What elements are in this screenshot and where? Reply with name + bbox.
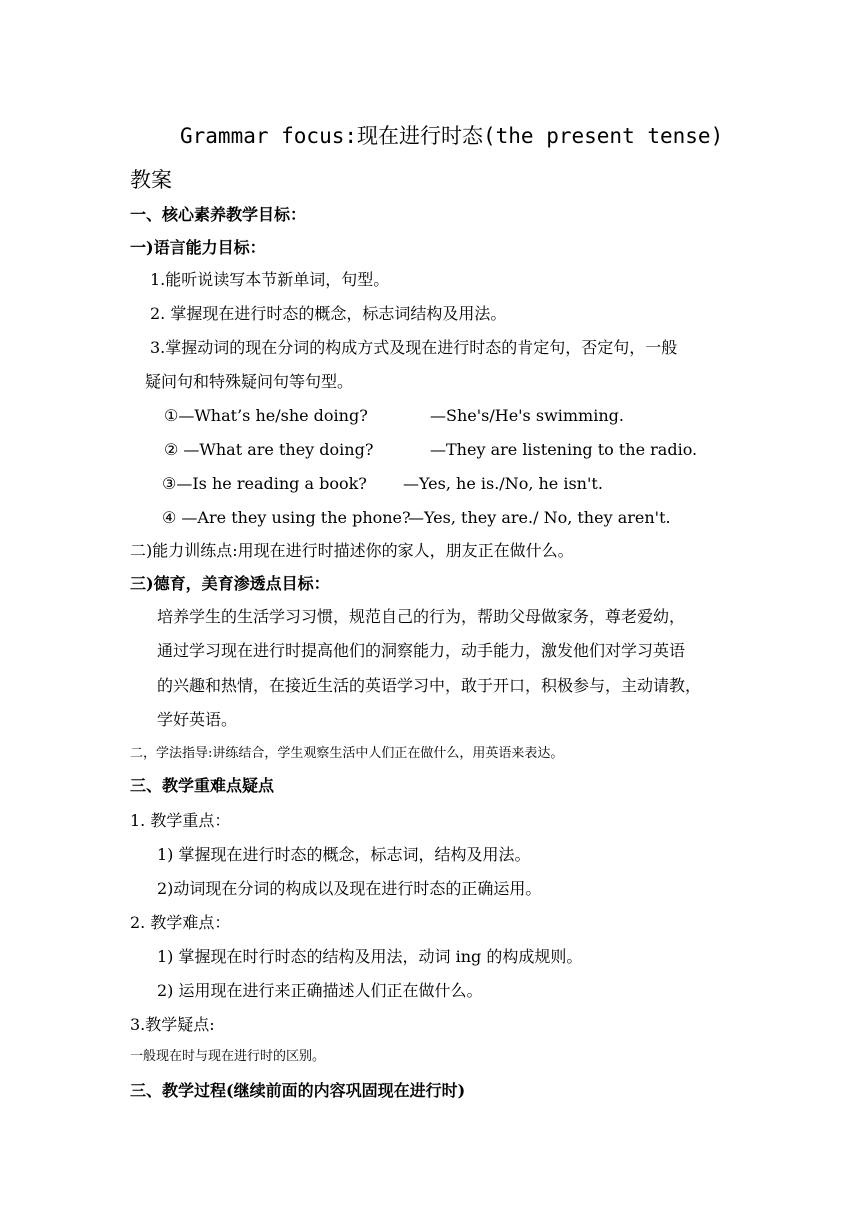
example-answer: —They are listening to the radio.: [430, 440, 698, 459]
document-title: Grammar focus:现在进行时态(the present tense)教案: [130, 124, 724, 192]
difficult-point-item: 2) 运用现在进行来正确描述人们正在做什么。: [157, 981, 483, 1000]
section-1-heading: 一、核心素养教学目标：: [130, 205, 307, 224]
example-question: ③—Is he reading a book?: [162, 474, 367, 493]
difficult-points-heading: 2. 教学难点：: [130, 913, 231, 932]
doubt-points-heading: 3.教学疑点:: [130, 1015, 215, 1034]
example-answer: —Yes, they are./ No, they aren't.: [408, 508, 671, 527]
moral-goal-line: 的兴趣和热情，在接近生活的英语学习中，敢于开口，积极参与，主动请教，: [157, 676, 702, 695]
moral-goal-line: 通过学习现在进行时提高他们的洞察能力，动手能力，激发他们对学习英语: [157, 641, 686, 660]
example-answer: —Yes, he is./No, he isn't.: [403, 474, 603, 493]
example-question: ①—What’s he/she doing?: [164, 406, 368, 425]
key-points-heading: 1. 教学重点：: [130, 811, 231, 830]
example-question: ④ —Are they using the phone?: [162, 508, 411, 527]
doubt-point-text: 一般现在时与现在进行时的区别。: [130, 1049, 326, 1064]
study-method: 二，学法指导:讲练结合，学生观察生活中人们正在做什么，用英语来表达。: [130, 746, 564, 761]
difficult-point-item: 1) 掌握现在时行时态的结构及用法，动词 ing 的构成规则。: [157, 947, 583, 966]
ability-goal: 二)能力训练点:用现在进行时描述你的家人，朋友正在做什么。: [130, 541, 574, 560]
key-point-item: 2)动词现在分词的构成以及现在进行时态的正确运用。: [157, 879, 542, 898]
example-question: ② —What are they doing?: [164, 440, 374, 459]
language-goal-item: 1.能听说读写本节新单词，句型。: [150, 270, 390, 289]
teaching-process-heading: 三、教学过程(继续前面的内容巩固现在进行时): [130, 1081, 466, 1100]
key-point-item: 1) 掌握现在进行时态的概念，标志词，结构及用法。: [157, 845, 531, 864]
language-goal-heading: 一)语言能力目标：: [130, 238, 266, 257]
section-3-heading: 三、教学重难点疑点: [130, 776, 275, 795]
language-goal-item: 3.掌握动词的现在分词的构成方式及现在进行时态的肯定句，否定句，一般: [150, 338, 678, 357]
moral-goal-line: 培养学生的生活学习习惯，规范自己的行为，帮助父母做家务，尊老爱幼，: [157, 607, 686, 626]
language-goal-item-continued: 疑问句和特殊疑问句等句型。: [145, 372, 354, 391]
moral-goal-line: 学好英语。: [157, 710, 238, 729]
moral-goal-heading: 三)德育，美育渗透点目标：: [130, 574, 330, 593]
example-answer: —She's/He's swimming.: [430, 406, 624, 425]
language-goal-item: 2. 掌握现在进行时态的概念，标志词结构及用法。: [150, 304, 507, 323]
